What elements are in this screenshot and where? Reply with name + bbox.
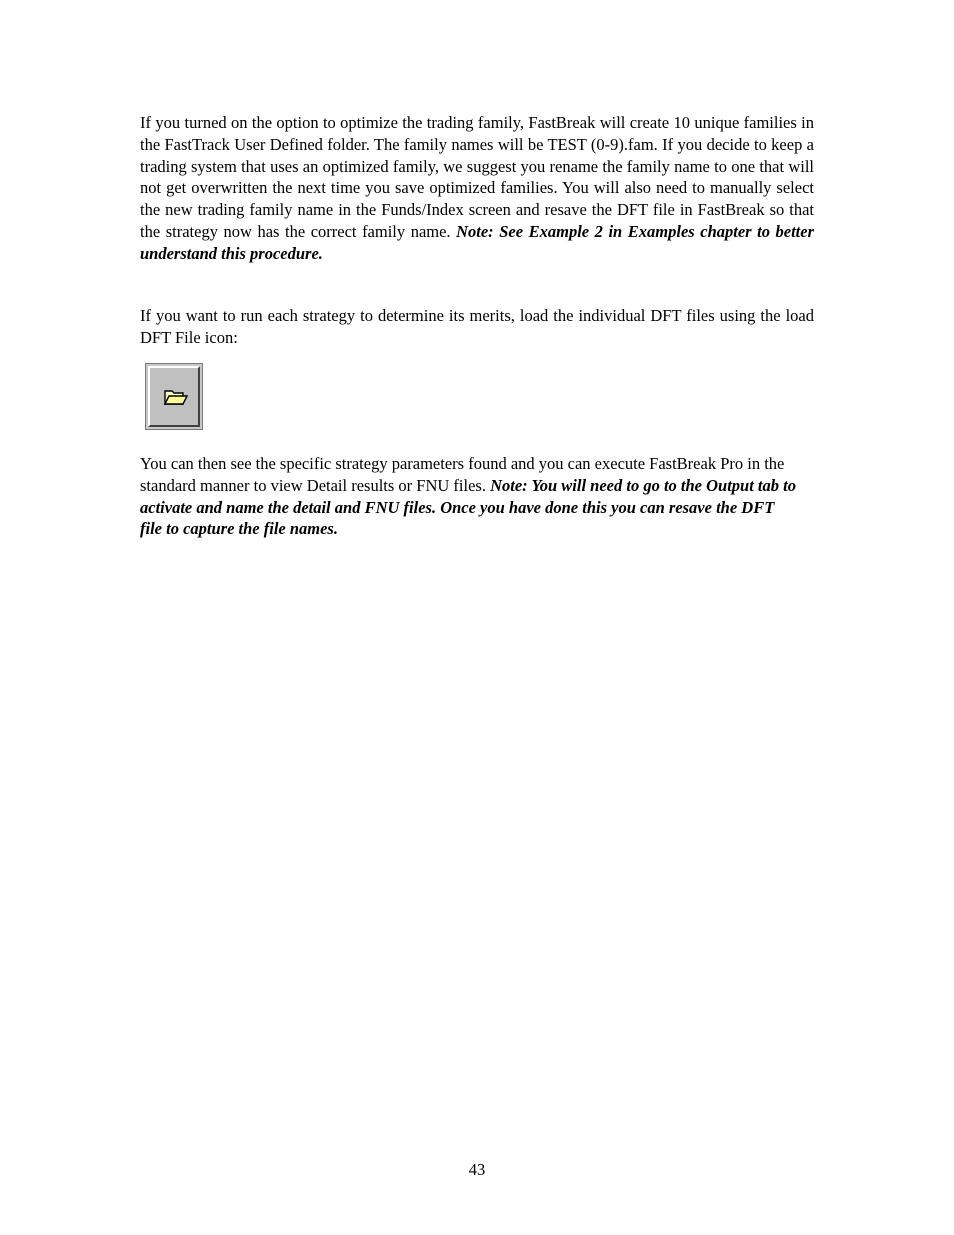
note-output-tab: Note: You will need to go to the Output tab to activate and name the detail and FNU files. Once you have done this you can resave the DFT file to capture the file names. bbox=[140, 475, 796, 539]
open-folder-icon bbox=[164, 388, 188, 406]
paragraph-text: If you want to run each strategy to determine its merits, load the individual DFT files using the load DFT File icon: bbox=[140, 306, 814, 347]
page-number: 43 bbox=[468, 1160, 486, 1179]
paragraph-strategy-parameters bbox=[140, 453, 800, 540]
paragraph-text: If you turned on the option to optimize the trading family, FastBreak will create 10 unique families in the FastTrack User Defined folder. The family names will be TEST (0-9).fam. If you decide to keep a trading system that uses an optimized family, we suggest you rename the family name to one that will not get overwritten the next time you save optimized families. You will also need to manually select the new trading family name in the Funds/Index screen and resave the DFT file in FastBreak so that the strategy now has the correct family name. bbox=[140, 113, 814, 241]
paragraph-load-dft bbox=[140, 305, 814, 349]
button-bevel bbox=[148, 366, 200, 427]
paragraph-optimize-family bbox=[140, 112, 814, 265]
paragraph-text: You can then see the specific strategy parameters found and you can execute FastBreak Pro in the standard manner to view Detail results or FNU files. bbox=[140, 454, 785, 495]
note-example-2: Note: See Example 2 in Examples chapter to better understand this procedure. bbox=[140, 221, 814, 263]
load-dft-file-button[interactable] bbox=[145, 363, 203, 430]
